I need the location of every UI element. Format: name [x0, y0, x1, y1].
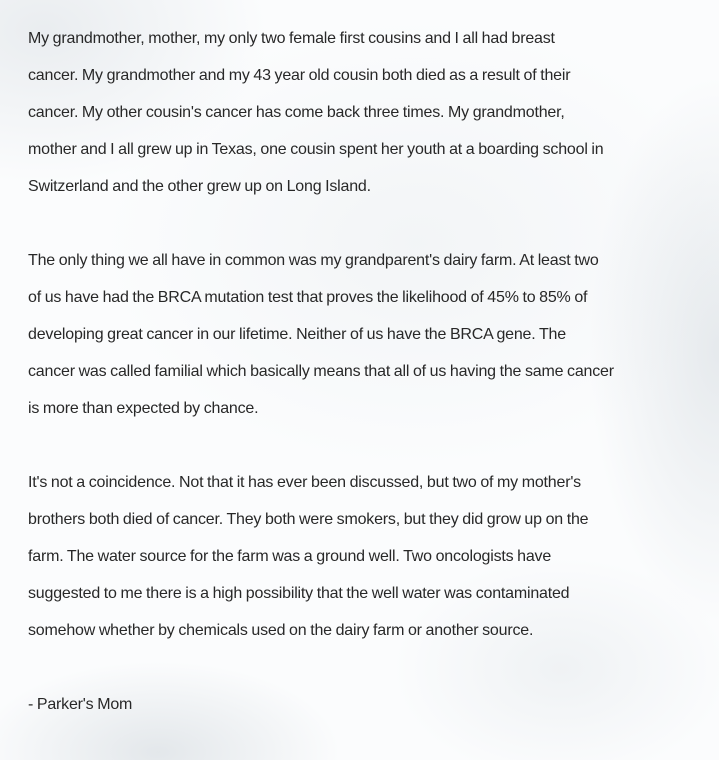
text-line: Switzerland and the other grew up on Long Island.: [28, 178, 371, 195]
text-line: of us have had the BRCA mutation test that proves the likelihood of 45% to 85% of: [28, 289, 588, 306]
text-line: The only thing we all have in common was my grandparent's dairy farm. At least two: [28, 252, 599, 269]
text-line: mother and I all grew up in Texas, one cousin spent her youth at a boarding school in: [28, 141, 604, 158]
text-line: developing great cancer in our lifetime. Neither of us have the BRCA gene. The: [28, 326, 566, 343]
text-line: is more than expected by chance.: [28, 400, 259, 417]
text-line: suggested to me there is a high possibility that the well water was contaminated: [28, 585, 570, 602]
letter-body: [28, 20, 717, 723]
text-line: It's not a coincidence. Not that it has ever been discussed, but two of my mother's: [28, 474, 581, 491]
signature: - Parker's Mom: [28, 696, 133, 713]
text-line: My grandmother, mother, my only two female first cousins and I all had breast: [28, 30, 555, 47]
text-line: farm. The water source for the farm was a ground well. Two oncologists have: [28, 548, 552, 565]
text-line: cancer. My grandmother and my 43 year old cousin both died as a result of their: [28, 67, 571, 84]
text-line: somehow whether by chemicals used on the dairy farm or another source.: [28, 622, 534, 639]
text-line: brothers both died of cancer. They both were smokers, but they did grow up on the: [28, 511, 589, 528]
paragraph-well-water: [28, 464, 717, 649]
paragraph-dairy-farm: [28, 242, 717, 427]
paragraph-family-history: [28, 20, 717, 205]
text-line: cancer was called familial which basically means that all of us having the same cancer: [28, 363, 614, 380]
text-line: cancer. My other cousin's cancer has come back three times. My grandmother,: [28, 104, 565, 121]
